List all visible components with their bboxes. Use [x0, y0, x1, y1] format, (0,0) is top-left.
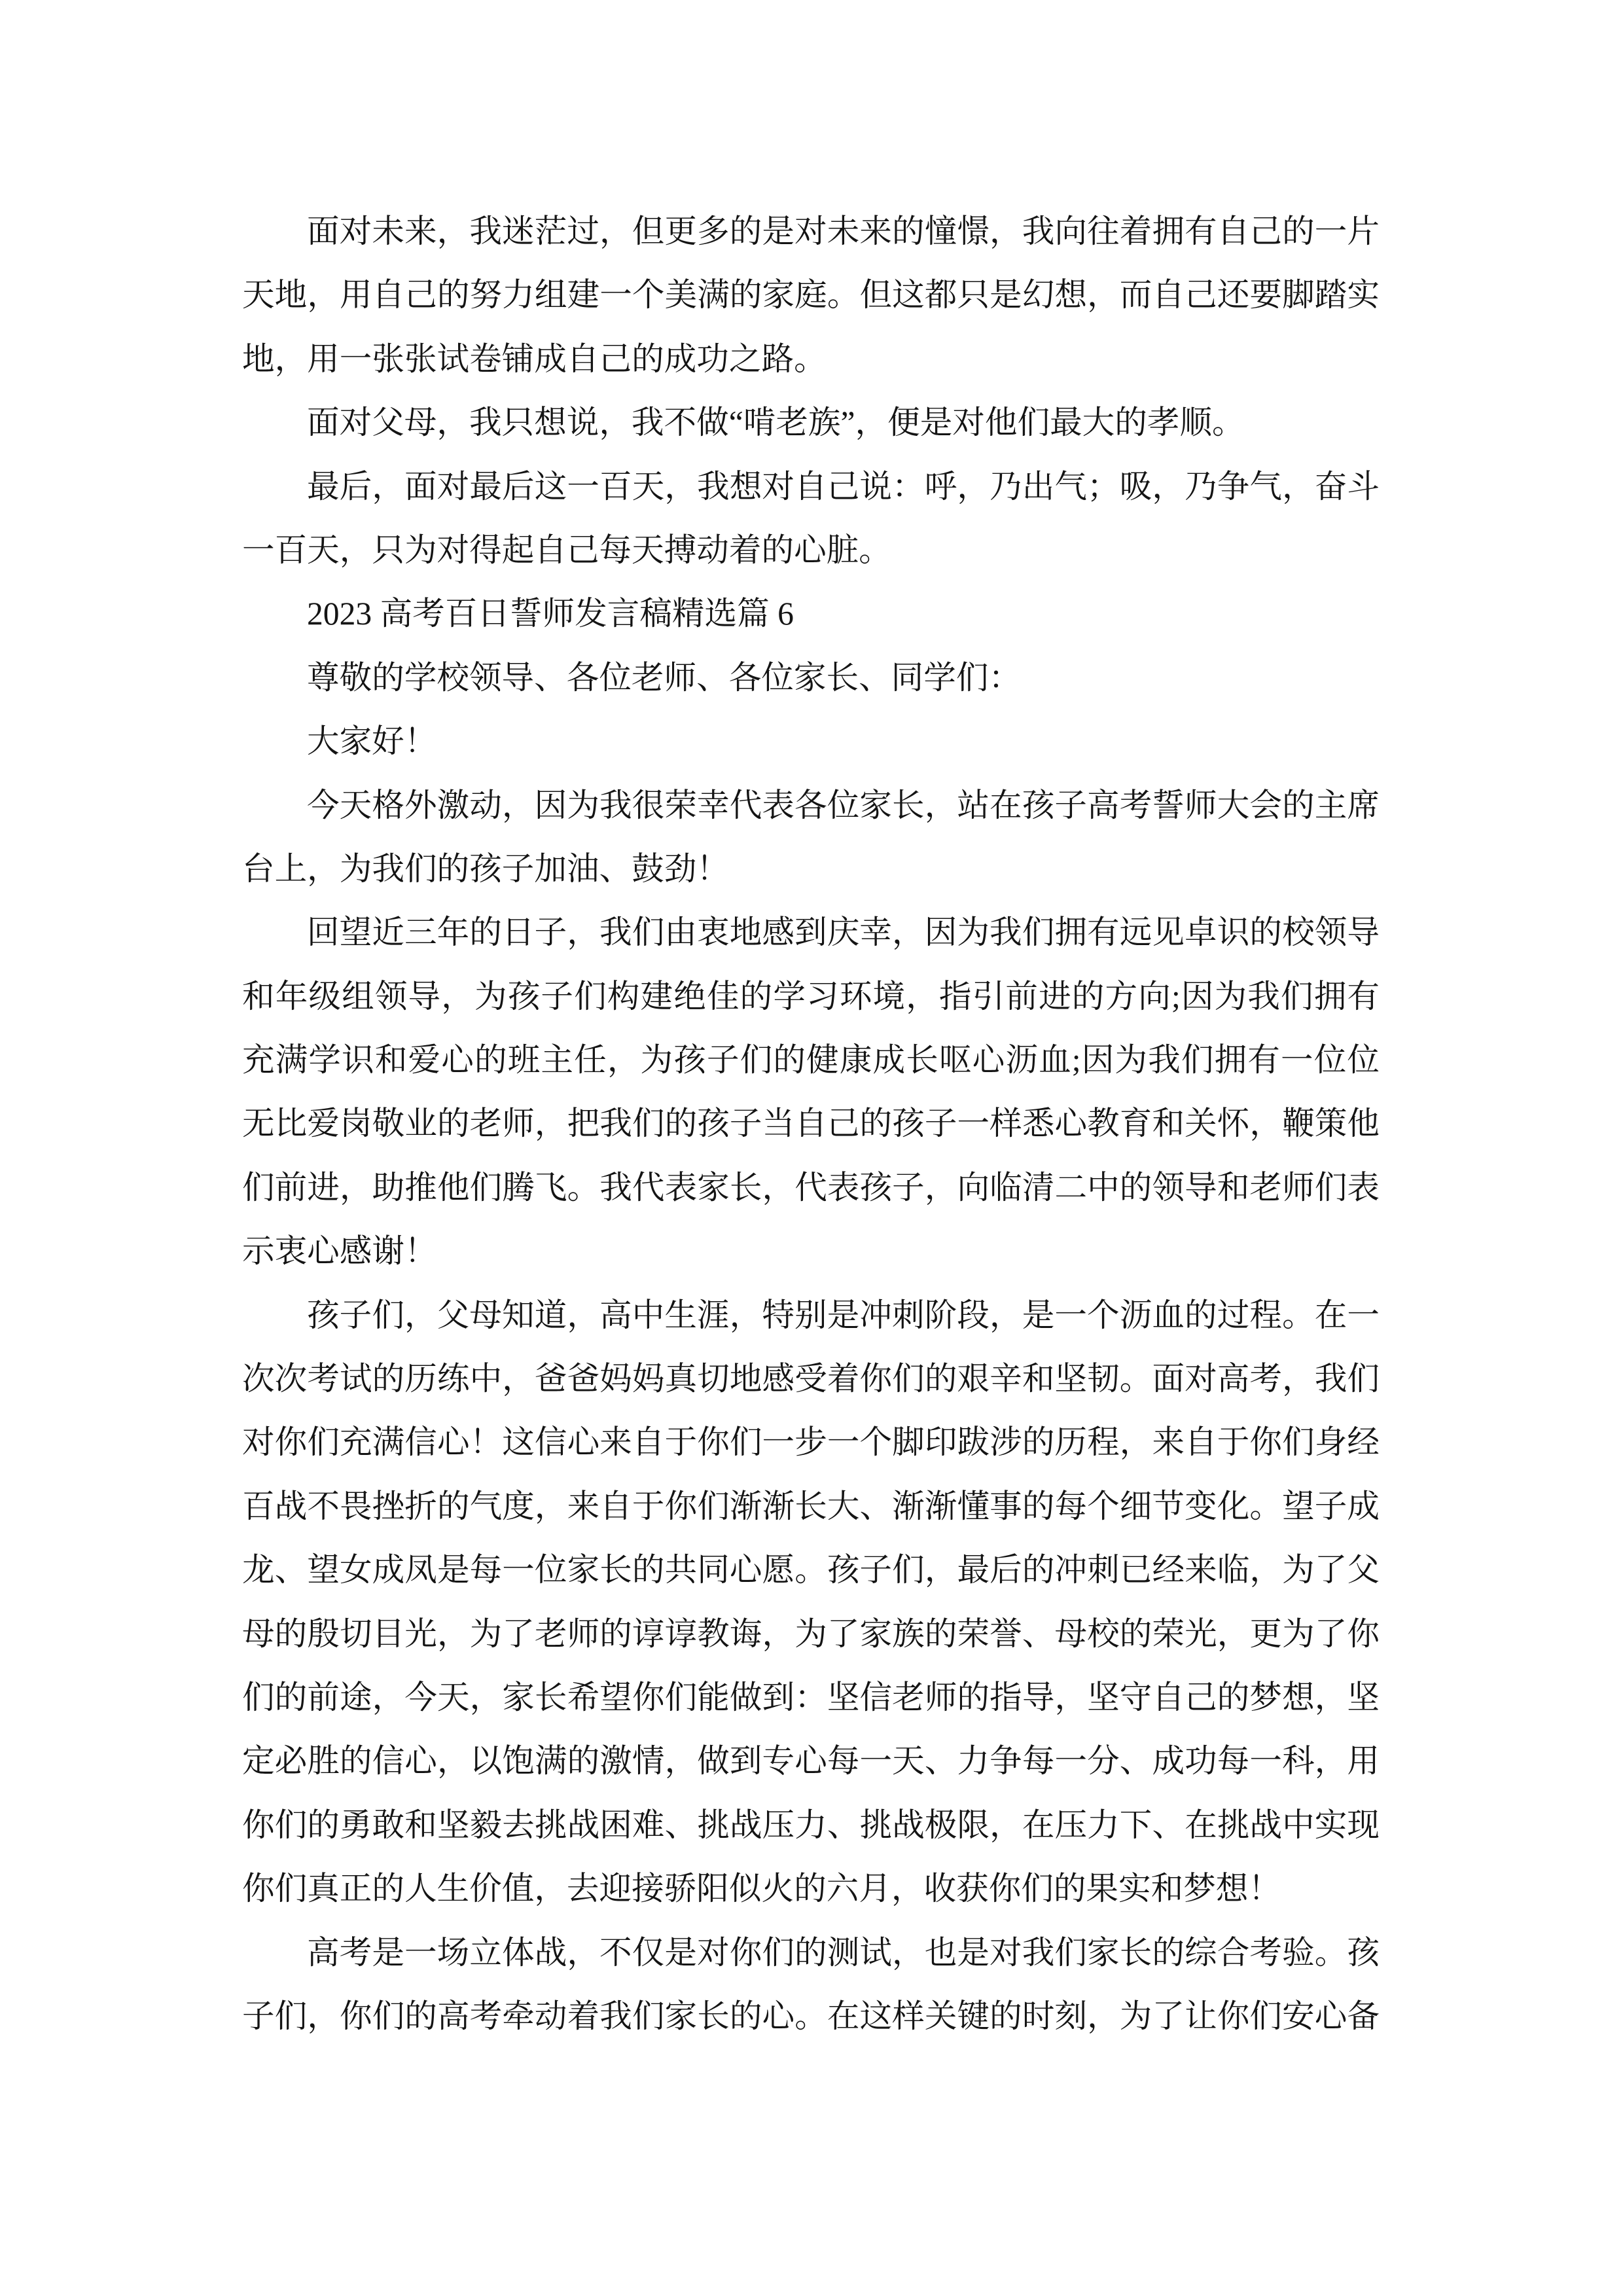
document-body [242, 200, 1380, 2048]
text-line: 你们真正的人生价值，去迎接骄阳似火的六月，收获你们的果实和梦想！ [242, 1871, 1281, 1907]
text-line: 定必胜的信心，以饱满的激情，做到专心每一天、力争每一分、成功每一科，用 [242, 1743, 1380, 1780]
text-line: 充满学识和爱心的班主任，为孩子们的健康成长呕心沥血;因为我们拥有一位位 [242, 1042, 1380, 1079]
text-line: 和年级组领导，为孩子们构建绝佳的学习环境，指引前进的方向;因为我们拥有 [242, 978, 1380, 1014]
text-line: 地，用一张张试卷铺成自己的成功之路。 [242, 340, 827, 377]
text-line: 你们的勇敢和坚毅去挑战困难、挑战压力、挑战极限，在压力下、在挑战中实现 [242, 1806, 1380, 1843]
text-line: 回望近三年的日子，我们由衷地感到庆幸，因为我们拥有远见卓识的校领导 [307, 914, 1380, 951]
salutation-line: 尊敬的学校领导、各位老师、各位家长、同学们： [307, 659, 1022, 696]
text-line: 台上，为我们的孩子加油、鼓劲！ [242, 850, 729, 887]
text-line: 今天格外激动，因为我很荣幸代表各位家长，站在孩子高考誓师大会的主席 [307, 787, 1380, 823]
greeting-line: 大家好！ [307, 723, 437, 760]
text-line: 一百天，只为对得起自己每天搏动着的心脏。 [242, 531, 891, 568]
text-line: 高考是一场立体战，不仅是对你们的测试，也是对我们家长的综合考验。孩 [307, 1934, 1380, 1971]
text-line: 对你们充满信心！这信心来自于你们一步一个脚印跋涉的历程，来自于你们身经 [242, 1424, 1380, 1461]
text-line: 次次考试的历练中，爸爸妈妈真切地感受着你们的艰辛和坚韧。面对高考，我们 [242, 1361, 1380, 1397]
text-line: 面对父母，我只想说，我不做“啃老族”，便是对他们最大的孝顺。 [307, 404, 1245, 441]
text-line: 们的前途，今天，家长希望你们能做到：坚信老师的指导，坚守自己的梦想，坚 [242, 1679, 1380, 1715]
text-line: 们前进，助推他们腾飞。我代表家长，代表孩子，向临清二中的领导和老师们表 [242, 1169, 1380, 1206]
text-line: 无比爱岗敬业的老师，把我们的孩子当自己的孩子一样悉心教育和关怀，鞭策他 [242, 1105, 1380, 1142]
text-line: 面对未来，我迷茫过，但更多的是对未来的憧憬，我向往着拥有自己的一片 [307, 213, 1380, 249]
text-line: 母的殷切目光，为了老师的谆谆教诲，为了家族的荣誉、母校的荣光，更为了你 [242, 1615, 1380, 1652]
text-line: 孩子们，父母知道，高中生涯，特别是冲刺阶段，是一个沥血的过程。在一 [307, 1297, 1380, 1333]
text-line: 示衷心感谢！ [242, 1233, 437, 1270]
text-line: 子们，你们的高考牵动着我们家长的心。在这样关键的时刻，为了让你们安心备 [242, 1998, 1380, 2034]
section-heading: 2023 高考百日誓师发言稿精选篇 6 [307, 596, 794, 632]
text-line: 最后，面对最后这一百天，我想对自己说：呼，乃出气；吸，乃争气，奋斗 [307, 468, 1380, 505]
text-line: 天地，用自己的努力组建一个美满的家庭。但这都只是幻想，而自己还要脚踏实 [242, 277, 1380, 314]
text-line: 百战不畏挫折的气度，来自于你们渐渐长大、渐渐懂事的每个细节变化。望子成 [242, 1488, 1380, 1524]
text-line: 龙、望女成凤是每一位家长的共同心愿。孩子们，最后的冲刺已经来临，为了父 [242, 1552, 1380, 1588]
